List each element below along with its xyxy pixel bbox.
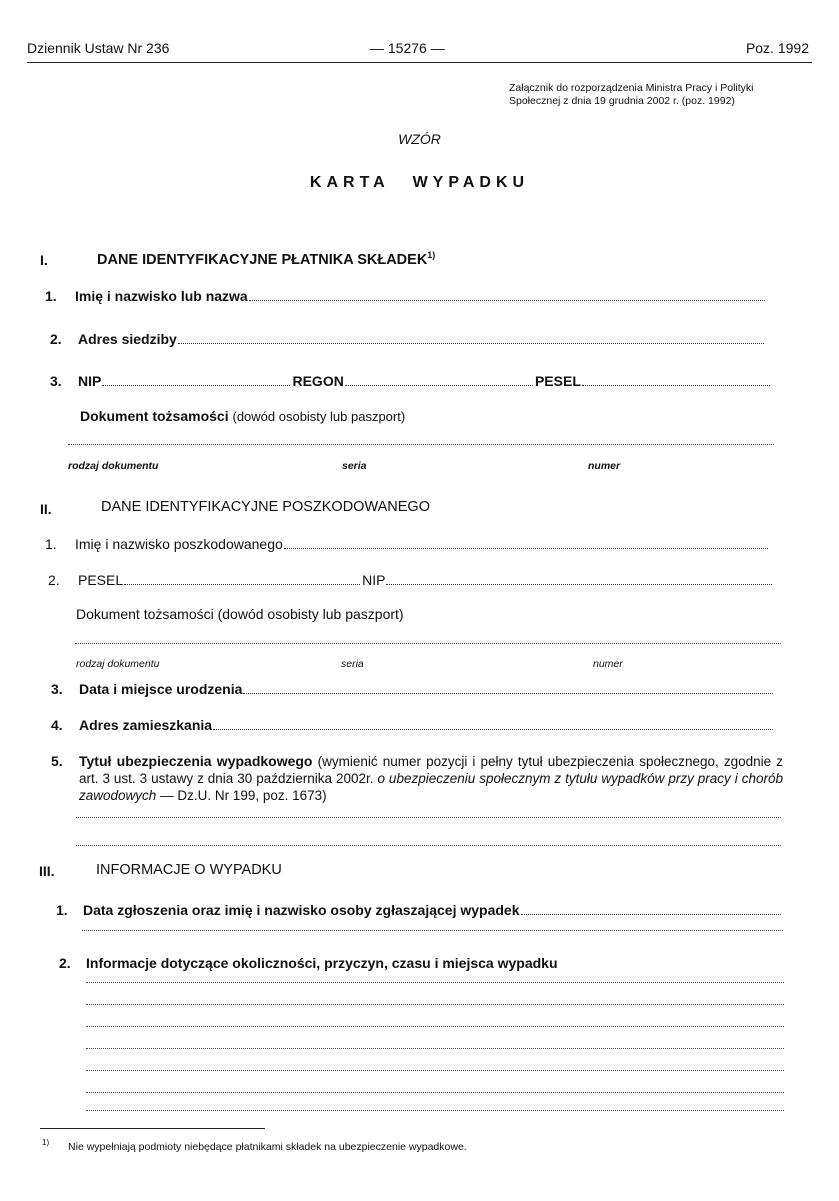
insurance-title-item: [51, 753, 783, 804]
field-label: Imię i nazwisko lub nazwa: [75, 288, 248, 304]
regon-label: REGON: [292, 373, 344, 389]
doc-series-caption: seria: [342, 460, 367, 472]
insurance-title-text: [79, 753, 783, 804]
fill-line[interactable]: [284, 547, 768, 549]
victim-id-document-field[interactable]: [75, 643, 781, 644]
section-2-title: DANE IDENTYFIKACYJNE POSZKODOWANEGO: [101, 499, 430, 515]
field-label: Informacje dotyczące okoliczności, przyczyn, czasu i miejsca wypadku: [86, 955, 558, 971]
doc-series-caption: seria: [341, 658, 364, 670]
field-label: Tytuł ubezpieczenia wypadkowego: [79, 753, 313, 769]
report-date-line-2[interactable]: [82, 930, 783, 931]
position-number: Poz. 1992: [745, 40, 809, 56]
pesel-label: PESEL: [78, 572, 124, 588]
item-number: 1.: [56, 902, 68, 918]
journal-reference: — Dz.U. Nr 199, poz. 1673): [160, 788, 327, 803]
insurance-title-line-2[interactable]: [76, 845, 781, 846]
item-number: 4.: [51, 717, 63, 733]
fill-line[interactable]: [521, 913, 782, 915]
doc-label-main: Dokument tożsamości: [76, 606, 214, 622]
field-label: Data zgłoszenia oraz imię i nazwisko osoby zgłaszającej wypadek: [83, 902, 520, 918]
attachment-note: [509, 82, 809, 108]
page-title: KARTA WYPADKU: [309, 174, 530, 191]
doc-label-bold: Dokument tożsamości: [80, 408, 229, 424]
payer-id-document-field[interactable]: [68, 444, 774, 445]
field-label: Adres zamieszkania: [79, 717, 213, 733]
pesel-field[interactable]: [582, 384, 770, 386]
page-number: — 15276 —: [370, 40, 445, 56]
field-label: Adres siedziby: [78, 331, 177, 347]
section-2-number: II.: [40, 501, 52, 517]
footnote-ref: 1): [427, 250, 436, 260]
item-number: 2.: [59, 955, 71, 971]
fill-line[interactable]: [213, 728, 773, 730]
accident-info-line-2[interactable]: [86, 1004, 784, 1005]
nip-field[interactable]: [386, 583, 772, 585]
payer-ids-row: [50, 373, 772, 389]
act-title: o ubezpieczeniu społecznym z tytułu wypadków przy pracy i chorób zawodowych: [79, 771, 783, 803]
item-number: 3.: [51, 681, 63, 697]
accident-info-line-4[interactable]: [86, 1048, 784, 1049]
home-address-field[interactable]: [51, 717, 775, 733]
item-number: 1.: [45, 288, 57, 304]
fill-line[interactable]: [178, 342, 764, 344]
victim-ids-row: [48, 572, 774, 588]
payer-address-field[interactable]: [50, 331, 766, 347]
template-label: WZÓR: [398, 131, 441, 147]
footnote-mark: 1): [42, 1138, 50, 1147]
field-label: Imię i nazwisko poszkodowanego: [75, 536, 283, 552]
nip-label: NIP: [362, 572, 386, 588]
item-number: 2.: [48, 572, 60, 588]
section-3-title: INFORMACJE O WYPADKU: [96, 862, 282, 878]
footnote-text: Nie wypełniają podmioty niebędące płatnikami składek na ubezpieczenie wypadkowe.: [68, 1140, 467, 1153]
accident-info-line-6[interactable]: [86, 1092, 784, 1093]
field-label: Data i miejsce urodzenia: [79, 681, 243, 697]
accident-info-line-7[interactable]: [86, 1110, 784, 1111]
victim-name-field[interactable]: [45, 536, 770, 552]
doc-type-caption: rodzaj dokumentu: [76, 658, 160, 670]
doc-number-caption: numer: [593, 658, 623, 670]
pesel-field[interactable]: [124, 583, 360, 585]
doc-label-note: (dowód osobisty lub paszport): [232, 409, 406, 424]
attachment-line-1: Załącznik do rozporządzenia Ministra Pracy i Polityki: [509, 82, 754, 94]
regon-field[interactable]: [345, 384, 533, 386]
section-1-number: I.: [40, 252, 48, 268]
nip-label: NIP: [78, 373, 102, 389]
payer-name-field[interactable]: [45, 288, 767, 304]
field-note: (wymienić numer pozycji i pełny tytuł ubezpieczenia społecznego, zgodnie z art. 3 ust. 3 ustawy z dnia 30 października 2002r.: [79, 754, 783, 786]
accident-info-line-3[interactable]: [86, 1026, 784, 1027]
doc-number-caption: numer: [588, 460, 621, 472]
doc-type-caption: rodzaj dokumentu: [68, 460, 159, 472]
nip-field[interactable]: [102, 384, 290, 386]
accident-info-line-5[interactable]: [86, 1070, 784, 1071]
accident-info-line-1[interactable]: [86, 982, 784, 983]
item-number: 2.: [50, 331, 62, 347]
footnote: [42, 1138, 467, 1153]
doc-label-note: (dowód osobisty lub paszport): [217, 606, 404, 622]
fill-line[interactable]: [243, 692, 773, 694]
payer-id-document-label: [80, 408, 405, 424]
journal-title: Dziennik Ustaw Nr 236: [27, 40, 170, 56]
birth-date-place-field[interactable]: [51, 681, 775, 697]
footnote-rule: [40, 1128, 265, 1129]
section-3-number: III.: [39, 863, 55, 879]
item-number: 1.: [45, 536, 57, 552]
section-1-title-text: DANE IDENTYFIKACYJNE PŁATNIKA SKŁADEK: [97, 251, 428, 268]
pesel-label: PESEL: [534, 373, 581, 389]
section-1-title: [97, 250, 435, 268]
item-number: 5.: [51, 753, 63, 769]
item-number: 3.: [50, 373, 62, 389]
insurance-title-line-1[interactable]: [76, 817, 781, 818]
victim-id-document-label: [76, 606, 404, 622]
fill-line[interactable]: [249, 299, 765, 301]
header-rule: [27, 62, 812, 63]
accident-info-label-row: [59, 955, 558, 971]
attachment-line-2: Społecznej z dnia 19 grudnia 2002 r. (poz. 1992): [509, 95, 735, 107]
report-date-field[interactable]: [56, 902, 783, 918]
